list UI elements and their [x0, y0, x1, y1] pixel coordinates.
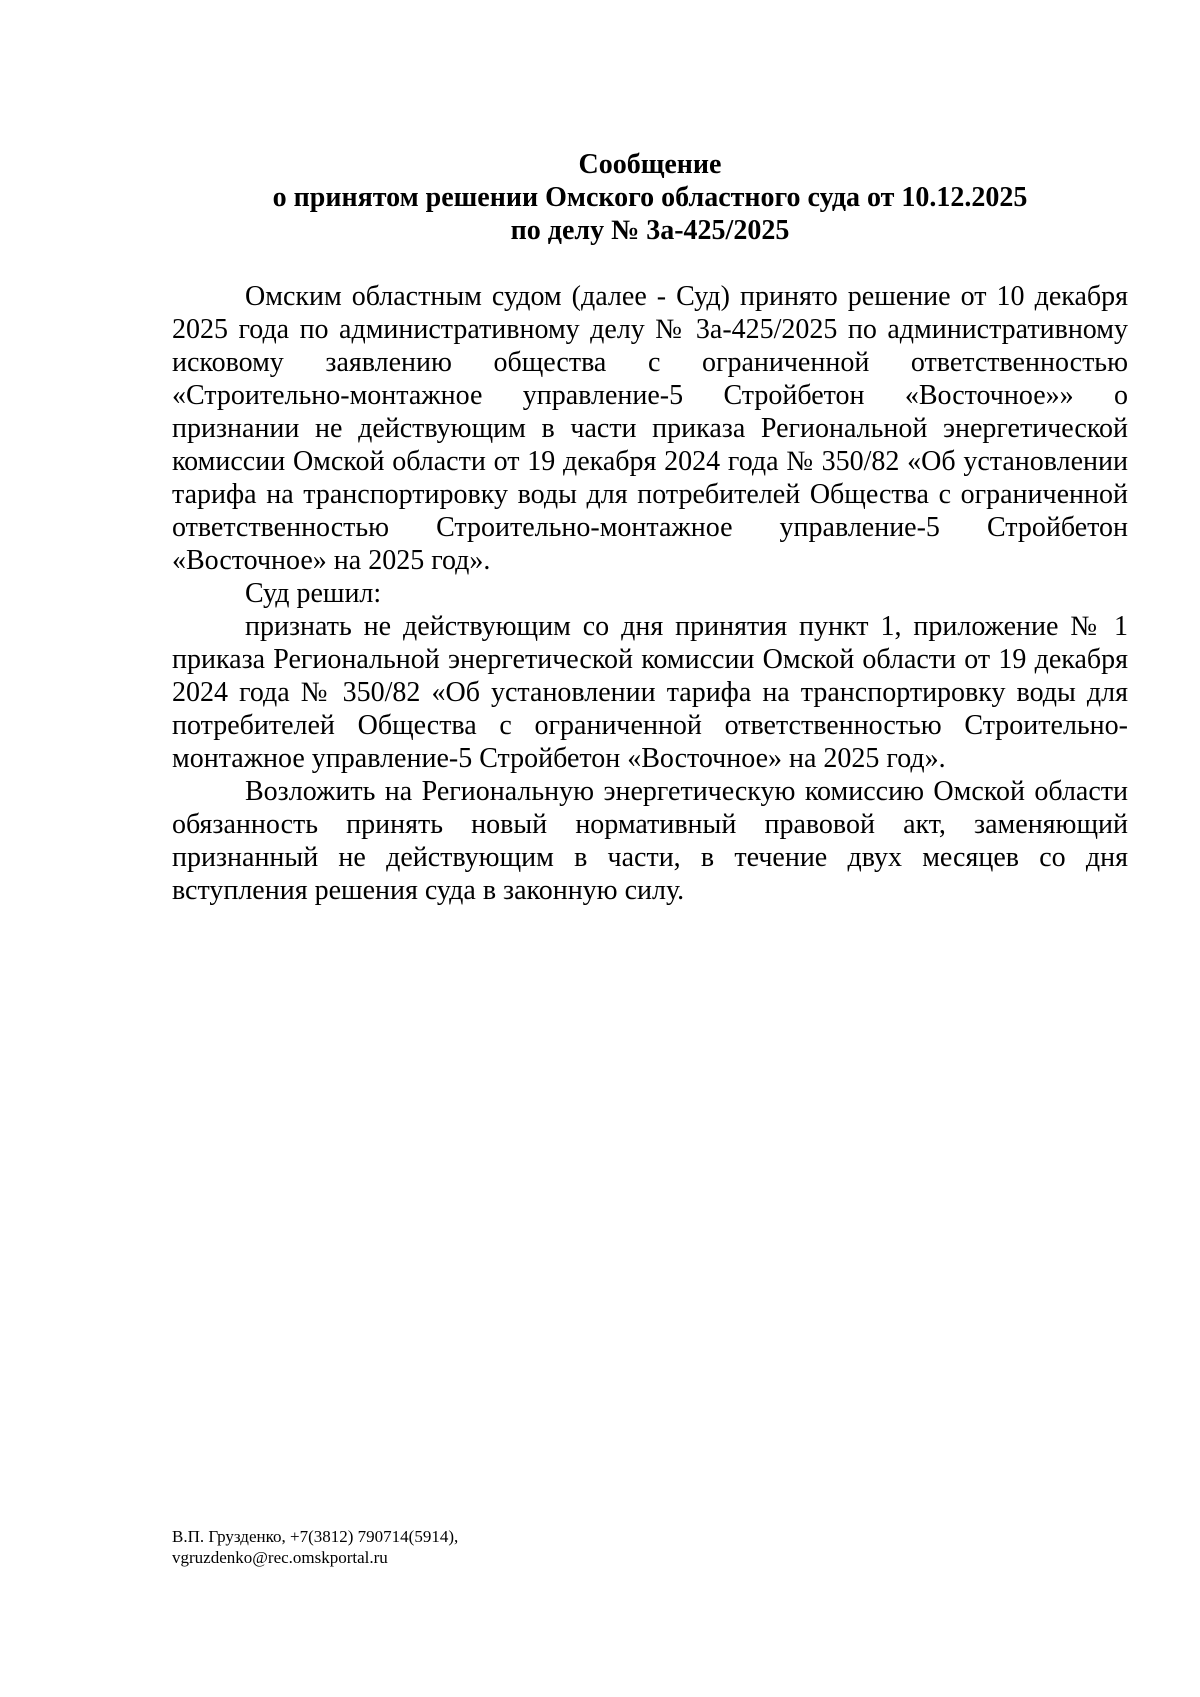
contact-email: vgruzdenko@rec.omskportal.ru — [172, 1548, 388, 1567]
title-line-3: по делу № 3а-425/2025 — [510, 215, 790, 246]
paragraph-decision-intro: Омским областным судом (далее - Суд) принято решение от 10 декабря 2025 года по административному делу № 3а-425/2025 по административному исковому заявлению общества с ограниченной ответственностью «Строительно-монтажное управление-5 Стройбетон «Восточное»» о признании не действующим в части приказа Региональной энергетической комиссии Омской области от 19 декабря 2024 года № 350/82 «Об установлении тарифа на транспортировку воды для потребителей Общества с ограниченной ответственностью Строительно-монтажное управление-5 Стройбетон «Восточное» на 2025 год». — [172, 281, 1128, 576]
title-line-1: Сообщение — [578, 149, 722, 180]
contact-line: В.П. Грузденко, +7(3812) 790714(5914), — [172, 1527, 459, 1546]
document-footer — [172, 1526, 458, 1568]
paragraph-ruling: признать не действующим со дня принятия пункт 1, приложение № 1 приказа Региональной энергетической комиссии Омской области от 19 декабря 2024 года № 350/82 «Об установлении тарифа на транспортировку воды для потребителей Общества с ограниченной ответственностью Строительно-монтажное управление-5 Стройбетон «Восточное» на 2025 год». — [172, 611, 1128, 774]
document-title — [170, 148, 1130, 247]
title-line-2: о принятом решении Омского областного суда от 10.12.2025 — [272, 182, 1028, 213]
document-body — [172, 280, 1128, 907]
paragraph-obligation: Возложить на Региональную энергетическую комиссию Омской области обязанность принять новый нормативный правовой акт, заменяющий признанный не действующим в части, в течение двух месяцев со дня вступления решения суда в законную силу. — [172, 776, 1128, 906]
paragraph-court-decided: Суд решил: — [245, 578, 382, 609]
